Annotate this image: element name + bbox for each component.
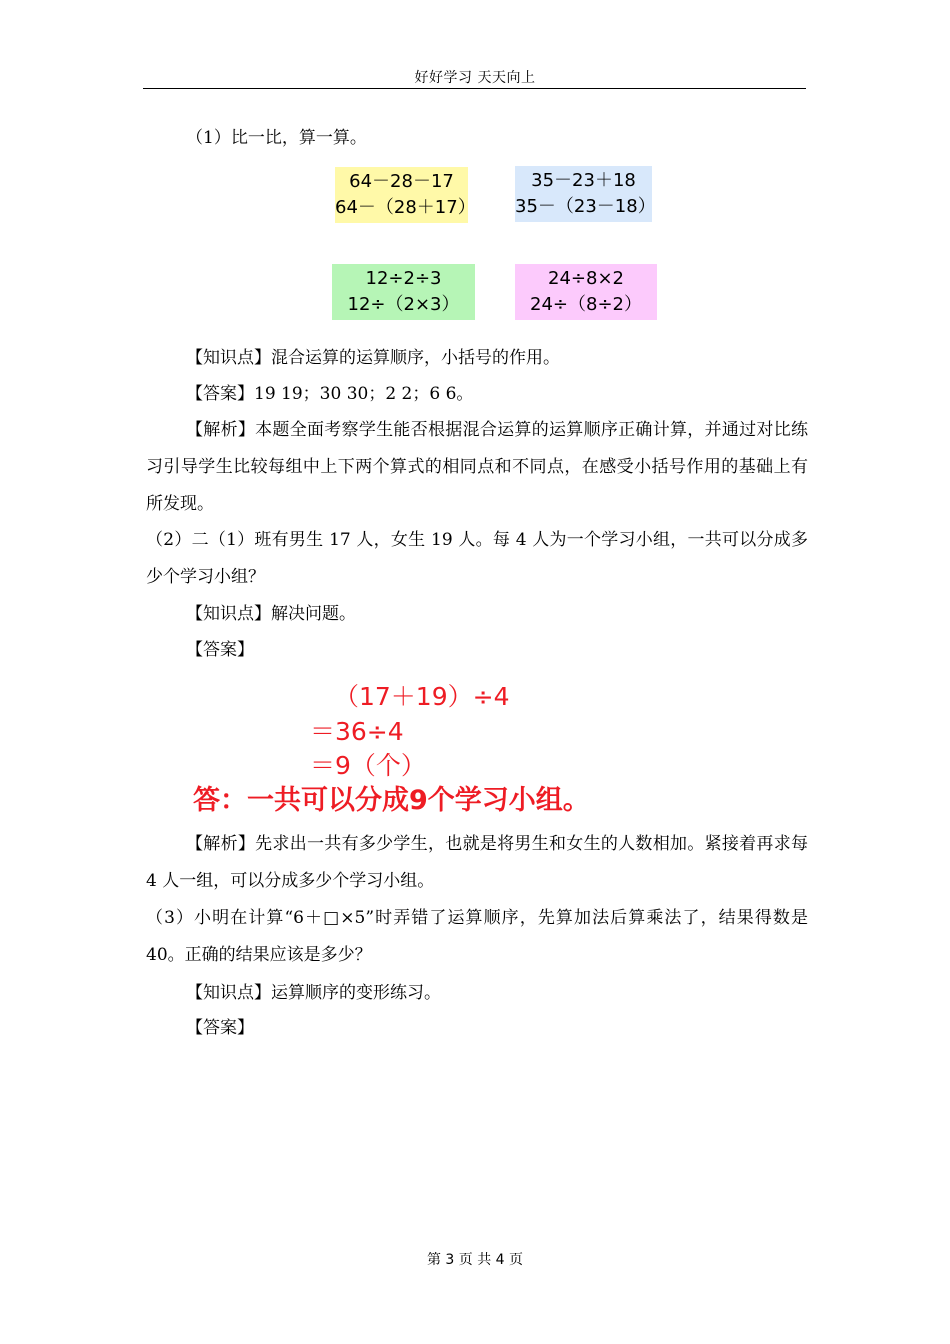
q1-box-division-line1: 12÷2÷3	[365, 268, 442, 289]
q3-prompt: （3）小明在计算“6＋□×5”时弄错了运算顺序，先算加法后算乘法了，结果得数是 40。正确的结果应该是多少？	[146, 908, 808, 965]
q1-box-mixed-add-sub-line1: 35－23＋18	[531, 170, 636, 191]
page-footer-number: 第 3 页 共 4 页	[426, 1252, 524, 1268]
q1-box-mixed-mul-div	[515, 264, 657, 320]
q1-box-mixed-add-sub-line2: 35－（23－18）	[515, 196, 656, 217]
q1-box-subtraction	[335, 167, 476, 223]
q1-answer: 【答案】19 19；30 30；2 2；6 6。	[186, 384, 474, 404]
q1-box-subtraction-line1: 64－28－17	[349, 171, 454, 192]
q1-prompt: （1）比一比，算一算。	[186, 128, 367, 148]
q1-box-division	[332, 264, 475, 320]
q2-work-step1: （17＋19）÷4	[334, 682, 510, 711]
page-header-title: 好好学习 天天向上	[414, 70, 536, 86]
q1-box-mixed-add-sub	[515, 166, 656, 222]
q2-prompt: （2）二（1）班有男生 17 人，女生 19 人。每 4 人为一个学习小组，一共可以分成多少个学习小组？	[146, 530, 808, 587]
q2-answer-label: 【答案】	[186, 640, 254, 660]
q3-knowledge-point: 【知识点】运算顺序的变形练习。	[186, 983, 441, 1003]
q2-knowledge-point: 【知识点】解决问题。	[186, 604, 356, 624]
header-divider	[143, 88, 806, 89]
q2-analysis: 【解析】先求出一共有多少学生，也就是将男生和女生的人数相加。紧接着再求每 4 人一组，可以分成多少个学习小组。	[146, 834, 808, 891]
q1-analysis: 【解析】本题全面考察学生能否根据混合运算的运算顺序正确计算，并通过对比练习引导学生比较每组中上下两个算式的相同点和不同点，在感受小括号作用的基础上有所发现。	[146, 420, 808, 514]
q1-box-mixed-mul-div-line1: 24÷8×2	[548, 268, 624, 289]
q3-answer-label: 【答案】	[186, 1018, 254, 1038]
q1-knowledge-point: 【知识点】混合运算的运算顺序，小括号的作用。	[186, 348, 560, 368]
q1-box-subtraction-line2: 64－（28＋17）	[335, 197, 476, 218]
q2-work-step2: ＝36÷4	[310, 717, 404, 746]
q2-final-answer: 答：一共可以分成9个学习小组。	[193, 785, 590, 816]
q2-work-step3: ＝9（个）	[310, 751, 426, 780]
q1-box-mixed-mul-div-line2: 24÷（8÷2）	[530, 294, 642, 315]
q1-box-division-line2: 12÷（2×3）	[347, 294, 460, 315]
